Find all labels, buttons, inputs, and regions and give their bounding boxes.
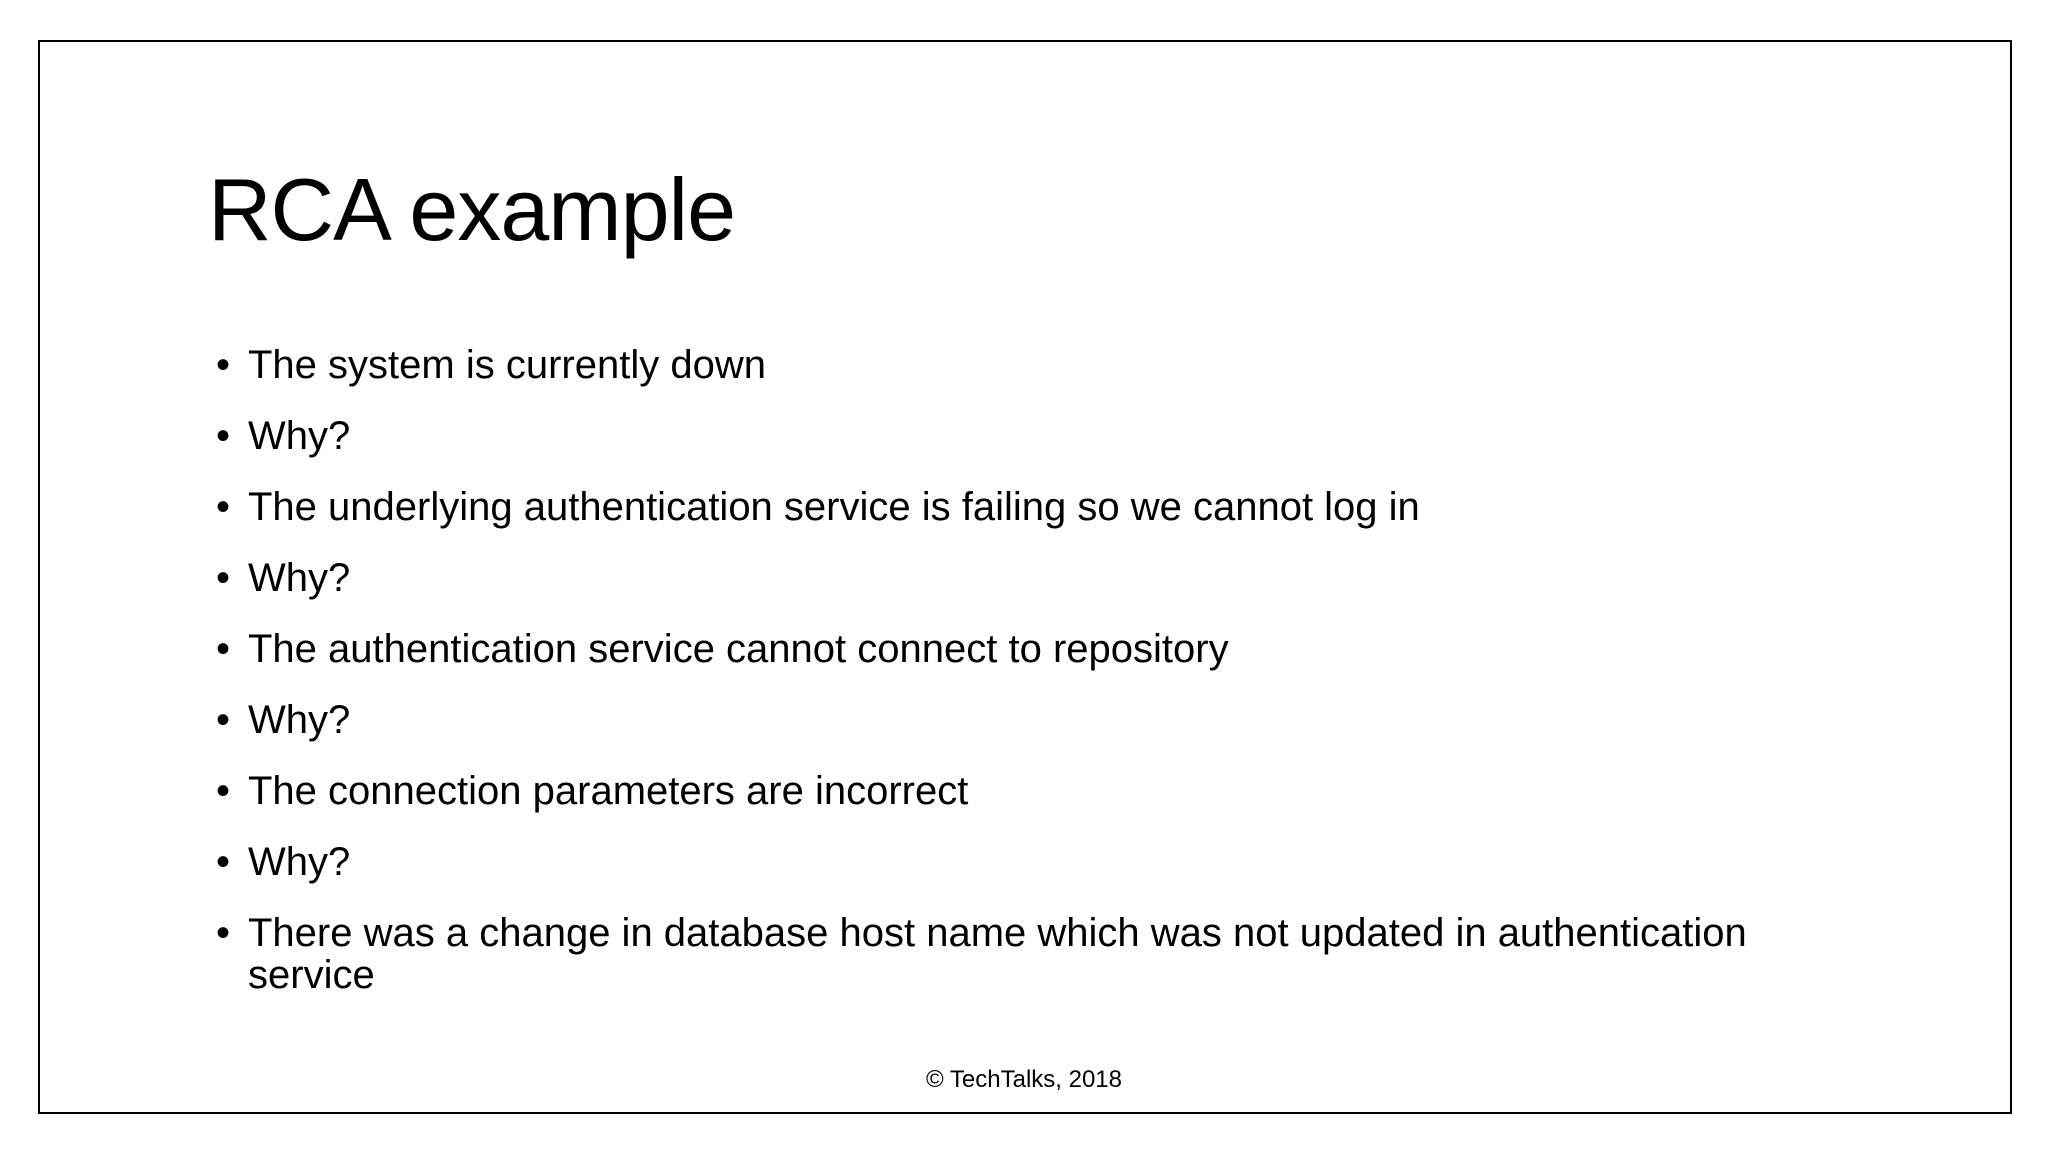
list-item bbox=[216, 628, 1776, 670]
bullet-text: Why? bbox=[248, 414, 351, 458]
bullet-text: The underlying authentication service is failing so we cannot log in bbox=[248, 485, 1420, 529]
bullet-text: Why? bbox=[248, 840, 351, 884]
bullet-icon: • bbox=[216, 343, 231, 387]
list-item bbox=[216, 699, 1776, 741]
bullet-text: Why? bbox=[248, 698, 351, 742]
list-item bbox=[216, 557, 1776, 599]
list-item bbox=[216, 486, 1776, 528]
list-item bbox=[216, 415, 1776, 457]
bullet-icon: • bbox=[216, 698, 231, 742]
bullet-icon: • bbox=[216, 911, 231, 955]
bullet-icon: • bbox=[216, 414, 231, 458]
bullet-list bbox=[216, 344, 1776, 1025]
bullet-text: There was a change in database host name which was not updated in authentication service bbox=[248, 911, 1747, 997]
footer-copyright: © TechTalks, 2018 bbox=[925, 1066, 1123, 1093]
bullet-icon: • bbox=[216, 769, 231, 813]
bullet-text: The system is currently down bbox=[248, 343, 766, 387]
bullet-icon: • bbox=[216, 840, 231, 884]
bullet-text: Why? bbox=[248, 556, 351, 600]
bullet-icon: • bbox=[216, 627, 231, 671]
bullet-text: The connection parameters are incorrect bbox=[248, 769, 969, 813]
list-item bbox=[216, 841, 1776, 883]
bullet-icon: • bbox=[216, 556, 231, 600]
bullet-icon: • bbox=[216, 485, 231, 529]
bullet-text: The authentication service cannot connect to repository bbox=[248, 627, 1229, 671]
list-item bbox=[216, 344, 1776, 386]
list-item bbox=[216, 770, 1776, 812]
slide-title: RCA example bbox=[208, 160, 736, 259]
list-item bbox=[216, 912, 1776, 996]
